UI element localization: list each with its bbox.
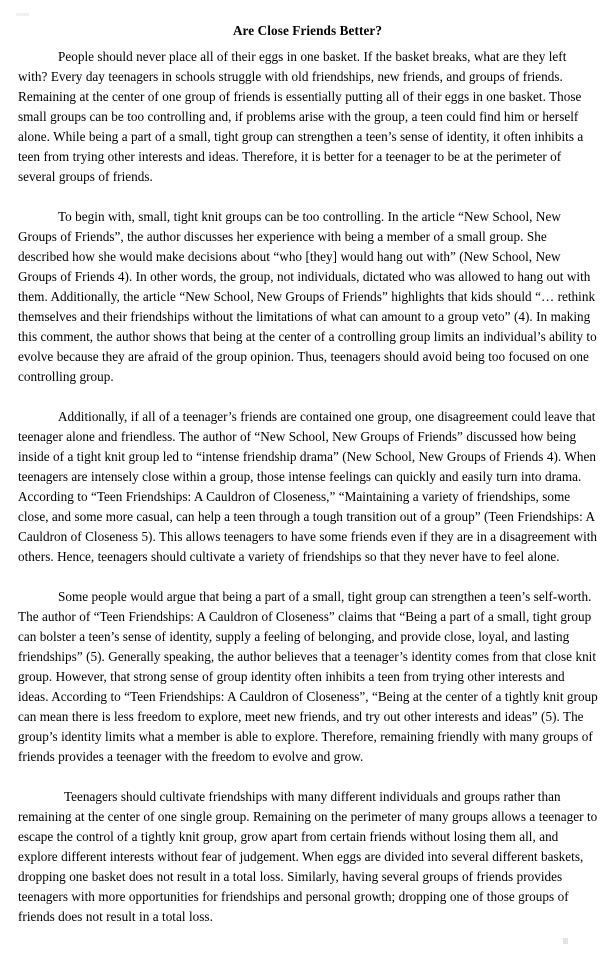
document-body <box>18 47 598 927</box>
paragraph-body-1: To begin with, small, tight knit groups can be too controlling. In the article “New School, New Groups of Friends”, the author discusses her experience with being a member of a small group. She described how she would make decisions about “who [they] would hang out with” (New School, New Groups of Friends 4). In other words, the group, not individuals, dictated who was allowed to hang out with them. Additionally, the article “New School, New Groups of Friends” highlights that kids should “… rethink themselves and their friendships without the limitations of what can amount to a group veto” (4). In making this comment, the author shows that being at the center of a controlling group limits an individual’s ability to evolve because they are afraid of the group opinion. Thus, teenagers should avoid being too focused on one controlling group. <box>18 209 597 384</box>
paragraph-counterargument: Some people would argue that being a part of a small, tight group can strengthen a teen’s self-worth. The author of “Teen Friendships: A Cauldron of Closeness” claims that “Being a part of a small, tight group can bolster a teen’s sense of identity, supply a feeling of belonging, and provide close, loyal, and lasting friendships” (5). Generally speaking, the author believes that a teenager’s identity comes from that close knit group. However, that strong sense of group identity often inhibits a teen from trying other interests and ideas. According to “Teen Friendships: A Cauldron of Closeness”, “Being at the center of a tightly knit group can mean there is less freedom to explore, meet new friends, and try out other interests and ideas” (5). The group’s identity limits what a member is able to explore. Therefore, remaining friendly with many groups of friends provides a teenager with the freedom to evolve and grow. <box>18 589 598 764</box>
scan-artifact-top-left <box>16 13 29 16</box>
paragraph-conclusion: Teenagers should cultivate friendships with many different individuals and groups rather than remaining at the center of one single group. Remaining on the perimeter of many groups allows a teenager to escape the control of a tightly knit group, grow apart from certain friends without losing them all, and explore different interests without fear of judgement. When eggs are divided into several different baskets, dropping one basket does not result in a total loss. Similarly, having several groups of friends provides teenagers with more opportunities for friendships and personal growth; dropping one of those groups of friends does not result in a total loss. <box>18 789 598 924</box>
paragraph-intro: People should never place all of their eggs in one basket. If the basket breaks, what are they left with? Every day teenagers in schools struggle with old friendships, new friends, and groups of friends. Remaining at the center of one group of friends is essentially putting all of their eggs in one basket. Those small groups can be too controlling and, if problems arise with the group, a teen could find him or herself alone. While being a part of a small, tight group can strengthen a teen’s sense of identity, it often inhibits a teen from trying other interests and ideas. Therefore, it is better for a teenager to be at the perimeter of several groups of friends. <box>18 49 584 184</box>
paragraph-body-2: Additionally, if all of a teenager’s friends are contained one group, one disagreement could leave that teenager alone and friendless. The author of “New School, New Groups of Friends” discussed how being inside of a tight knit group led to “intense friendship drama” (New School, New Groups of Friends 4). When teenagers are intensely close within a group, those intense feelings can quickly and easily turn into drama. According to “Teen Friendships: A Cauldron of Closeness,” “Maintaining a variety of friendships, some close, and some more casual, can help a teen through a tough transition out of a group” (Teen Friendships: A Cauldron of Closeness 5). This allows teenagers to have some friends even if they are in a disagreement with others. Hence, teenagers should cultivate a variety of friendships so that they never have to feel alone. <box>18 409 598 564</box>
page-title: Are Close Friends Better? <box>232 22 383 38</box>
scan-artifact-bottom-right <box>563 938 568 944</box>
